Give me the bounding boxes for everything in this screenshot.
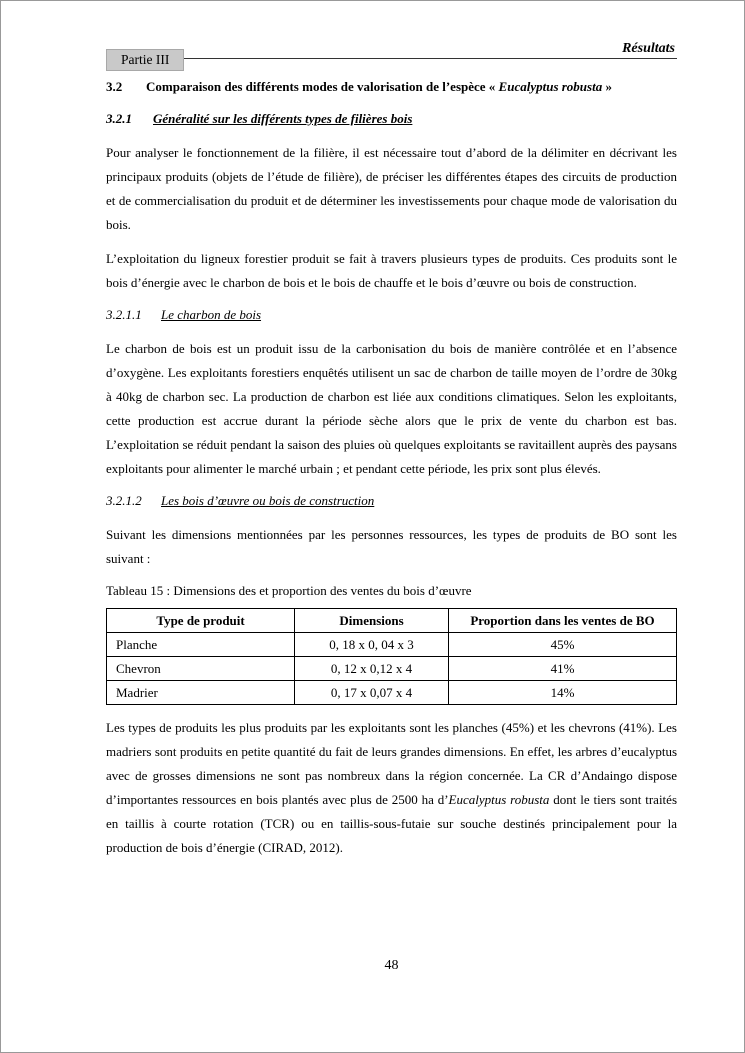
table-row bbox=[107, 681, 677, 705]
section-heading-3-2-1-2 bbox=[106, 491, 677, 511]
table-row bbox=[107, 657, 677, 681]
cell-product: Planche bbox=[107, 633, 295, 657]
page-header bbox=[106, 41, 677, 69]
paragraph-dimensions-intro: Suivant les dimensions mentionnées par les personnes ressources, les types de produits de BO sont les suivant : bbox=[106, 527, 677, 566]
section-title-text: Le charbon de bois bbox=[161, 307, 262, 322]
section-number: 3.2.1 bbox=[106, 111, 132, 126]
section-heading-3-2 bbox=[106, 77, 677, 97]
paragraph-types-produits: L’exploitation du ligneux forestier produit se fait à travers plusieurs types de produits. Ces produits sont le bois d’énergie avec le charbon de bois et le bois de chauffe et le bois d’œuvre ou bois de construction. bbox=[106, 251, 677, 290]
cell-product: Madrier bbox=[107, 681, 295, 705]
cell-proportion: 45% bbox=[448, 633, 676, 657]
partie-badge: Partie III bbox=[106, 49, 184, 71]
cell-product: Chevron bbox=[107, 657, 295, 681]
header-rule bbox=[106, 58, 677, 59]
section-number: 3.2 bbox=[106, 79, 123, 94]
table-row bbox=[107, 633, 677, 657]
paragraph-conclusion bbox=[106, 716, 677, 860]
page-number: 48 bbox=[384, 958, 399, 973]
table-15-bois-oeuvre bbox=[106, 608, 677, 705]
cell-dimensions: 0, 12 x 0,12 x 4 bbox=[295, 657, 449, 681]
species-name: Eucalyptus robusta bbox=[498, 79, 603, 94]
section-heading-3-2-1-1 bbox=[106, 305, 677, 325]
section-title-text: Les bois d’œuvre ou bois de construction bbox=[161, 493, 375, 508]
table-header-row bbox=[107, 609, 677, 633]
paragraph-text: Les types de produits les plus produits par les exploitants sont les planches (45%) et les chevrons (41%). Les madriers sont produits en petite quantité du fait de leurs grandes dimensions. En effet, les arbres d’eucalyptus avec de grosses dimensions ne sont pas nombreux dans la région concernée. La CR d’Andaingo dispose d’importantes ressources en bois plantés avec plus de 2500 ha d’ bbox=[106, 720, 677, 807]
section-number: 3.2.1.1 bbox=[106, 307, 142, 322]
species-name: Eucalyptus robusta bbox=[448, 792, 550, 807]
column-header-proportion: Proportion dans les ventes de BO bbox=[448, 609, 676, 633]
cell-proportion: 41% bbox=[448, 657, 676, 681]
cell-dimensions: 0, 17 x 0,07 x 4 bbox=[295, 681, 449, 705]
section-heading-3-2-1 bbox=[106, 109, 677, 129]
column-header-type: Type de produit bbox=[107, 609, 295, 633]
section-title-text: Généralité sur les différents types de filières bois bbox=[153, 111, 413, 126]
section-number: 3.2.1.2 bbox=[106, 493, 142, 508]
section-title-text: Comparaison des différents modes de valorisation de l’espèce « bbox=[146, 79, 499, 94]
paragraph-charbon: Le charbon de bois est un produit issu de la carbonisation du bois de manière contrôlée et en l’absence d’oxygène. Les exploitants forestiers enquêtés utilisent un sac de charbon de taille moyen de l’ordre de 30kg à 40kg de charbon sec. La production de charbon est liée aux conditions climatiques. Selon les exploitants, cette production est accrue durant la période sèche alors que le prix de vente du charbon est bas. L’exploitation se réduit pendant la saison des pluies où quelques exploitants se ravitaillent auprès des paysans exploitants pour alimenter le marché urbain ; et pendant cette période, les prix sont plus élevés. bbox=[106, 341, 677, 476]
paragraph-text: dont le tiers sont traités en taillis à courte rotation (TCR) ou en taillis-sous-futaie sur souche destinés principalement pour la production de bois d’énergie (CIRAD, 2012). bbox=[106, 792, 677, 855]
column-header-dimensions: Dimensions bbox=[295, 609, 449, 633]
section-title-suffix: » bbox=[602, 79, 612, 94]
running-title: Résultats bbox=[622, 41, 675, 56]
cell-proportion: 14% bbox=[448, 681, 676, 705]
paragraph-filiere-intro: Pour analyser le fonctionnement de la filière, il est nécessaire tout d’abord de la délimiter en décrivant les principaux produits (objets de l’étude de filière), de préciser les différentes étapes des circuits de production et de commercialisation du produit et de déterminer les investissements pour chaque mode de valorisation du bois. bbox=[106, 145, 677, 232]
cell-dimensions: 0, 18 x 0, 04 x 3 bbox=[295, 633, 449, 657]
table-caption: Tableau 15 : Dimensions des et proportion des ventes du bois d’œuvre bbox=[106, 583, 472, 598]
